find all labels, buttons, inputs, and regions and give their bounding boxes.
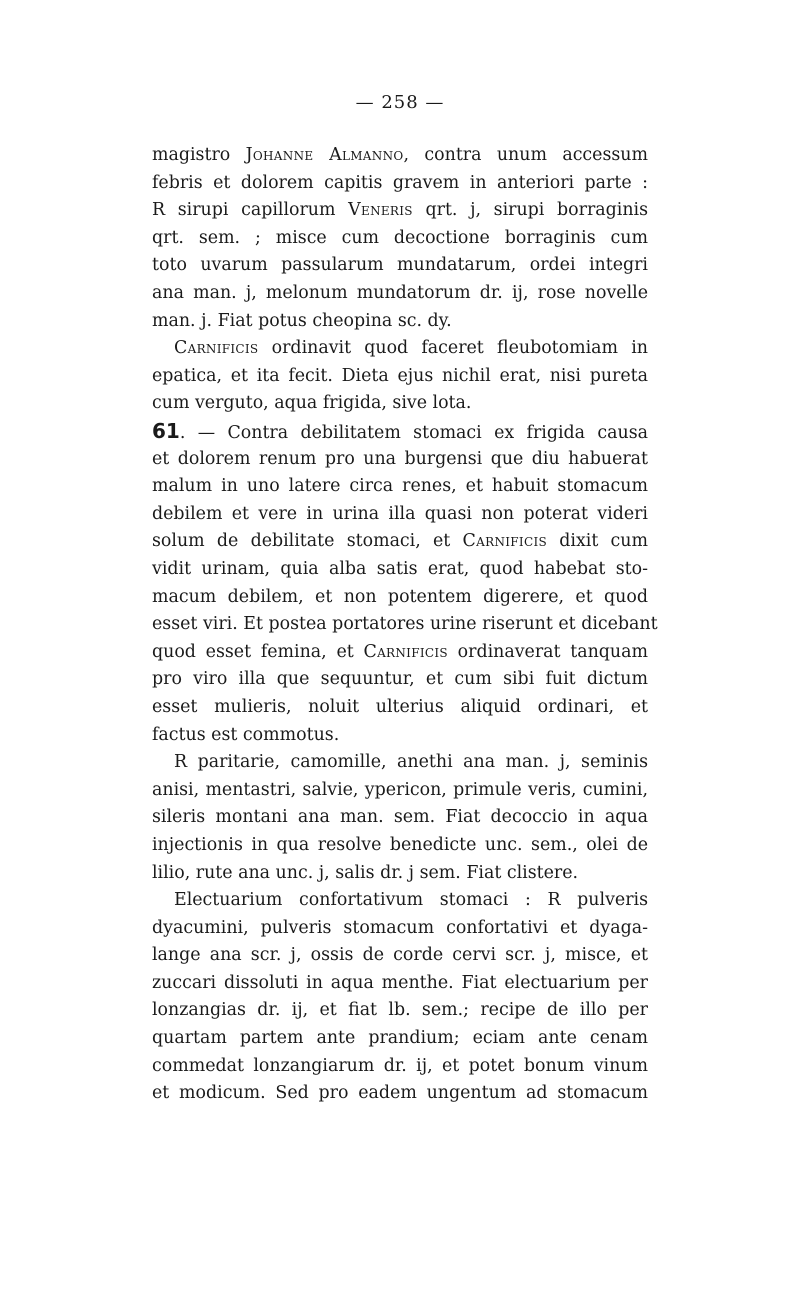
small-caps-name: Carnificis (174, 338, 259, 359)
text-segment: malum in uno latere circa renes, et habuit stomacum (152, 476, 648, 497)
small-caps-name: Veneris (348, 200, 413, 221)
text-line (152, 694, 648, 722)
text-segment: ordinavit quod faceret fleubotomiam in (258, 338, 648, 359)
text-segment: debilem et vere in urina illa quasi non poterat videri (152, 503, 648, 524)
text-segment: lonzangias dr. ij, et fiat lb. sem.; recipe de illo per (152, 1000, 648, 1021)
text-line (152, 528, 648, 556)
text-segment: lange ana scr. j, ossis de corde cervi scr. j, misce, et (152, 945, 648, 966)
text-line (152, 1053, 648, 1081)
text-line (152, 777, 648, 805)
text-line (152, 308, 648, 336)
text-line (152, 584, 648, 612)
text-line (152, 252, 648, 280)
text-segment: R paritarie, camomille, anethi ana man. j, seminis (174, 752, 648, 773)
text-segment: pro viro illa que sequuntur, et cum sibi fuit dictum (152, 669, 648, 690)
text-segment: et dolorem renum pro una burgensi que diu habuerat (152, 448, 648, 469)
text-segment: vidit urinam, quia alba satis erat, quod habebat sto- (152, 558, 648, 579)
text-segment: sileris montani ana man. sem. Fiat decoccio in aqua (152, 807, 648, 828)
text-segment: esset mulieris, noluit ulterius aliquid ordinari, et (152, 696, 648, 717)
text-line (152, 418, 648, 446)
text-segment: , contra unum accessum (403, 145, 649, 165)
text-line (152, 501, 648, 529)
text-segment: ana man. j, melonum mundatorum dr. ij, rose novelle (152, 282, 648, 303)
text-line (152, 942, 648, 970)
text-line (152, 639, 648, 667)
text-segment: commedat lonzangiarum dr. ij, et potet bonum vinum (152, 1055, 648, 1076)
small-caps-name: Johanne Almanno (245, 145, 404, 165)
text-segment: qrt. sem. ; misce cum decoctione borraginis cum (152, 227, 648, 248)
text-line (152, 749, 648, 777)
text-segment: solum de debilitate stomaci, et (152, 531, 463, 552)
text-segment: qrt. j, sirupi borraginis (412, 200, 649, 221)
text-segment: factus est commotus. (152, 724, 340, 745)
text-line (152, 997, 648, 1025)
section-61-block (152, 418, 658, 1108)
text-segment: esset viri. Et postea portatores urine riserunt et dicebant (152, 614, 658, 635)
text-segment: cum verguto, aqua frigida, sive lota. (152, 393, 472, 414)
paragraph-block-prescription (152, 142, 648, 418)
text-segment: dixit cum (547, 531, 648, 552)
text-segment: febris et dolorem capitis gravem in anteriori parte : (152, 172, 648, 193)
text-line (152, 1025, 648, 1053)
text-segment: zuccari dissoluti in aqua menthe. Fiat electuarium per (152, 972, 648, 993)
text-line (152, 556, 648, 584)
text-segment: injectionis in qua resolve benedicte unc. sem., olei de (152, 834, 648, 855)
small-caps-name: Carnificis (462, 531, 548, 552)
text-segment: epatica, et ita fecit. Dieta ejus nichil erat, nisi pureta (152, 365, 648, 386)
text-line (152, 860, 648, 888)
text-segment: anisi, mentastri, salvie, ypericon, primule veris, cumini, (152, 779, 648, 800)
page-number: — 258 — (355, 92, 445, 113)
text-line (152, 832, 648, 860)
text-line (152, 446, 648, 474)
text-segment: quartam partem ante prandium; eciam ante cenam (152, 1028, 648, 1049)
text-line (152, 970, 648, 998)
text-segment: lilio, rute ana unc. j, salis dr. j sem. Fiat clistere. (152, 862, 579, 883)
text-line (152, 197, 648, 225)
text-line (152, 722, 648, 750)
text-segment: . — Contra debilitatem stomaci ex frigida causa (179, 423, 648, 443)
text-line (152, 473, 648, 501)
text-line (152, 225, 648, 253)
text-segment: et modicum. Sed pro eadem ungentum ad stomacum (152, 1083, 648, 1104)
text-segment: dyacumini, pulveris stomacum confortativi et dyaga- (152, 917, 648, 938)
text-line (152, 363, 648, 391)
text-segment: Electuarium confortativum stomaci : R pulveris (174, 890, 648, 911)
text-line (152, 390, 648, 418)
text-line (152, 887, 648, 915)
text-line (152, 170, 648, 198)
text-line (152, 142, 648, 170)
small-caps-name: Carnificis (363, 641, 448, 662)
text-segment: R sirupi capillorum (152, 200, 349, 221)
text-line (152, 804, 648, 832)
section-number: 61 (152, 419, 180, 443)
text-segment: ordinaverat tanquam (447, 641, 648, 662)
text-line (152, 280, 648, 308)
text-segment: macum debilem, et non potentem digerere, et quod (152, 586, 648, 607)
text-segment: magistro (152, 145, 246, 165)
text-line (152, 335, 648, 363)
text-segment: toto uvarum passularum mundatarum, ordei integri (152, 255, 648, 276)
text-line (152, 915, 648, 943)
text-segment: quod esset femina, et (152, 641, 364, 662)
text-line (152, 666, 648, 694)
text-line (152, 611, 658, 639)
text-line (152, 1080, 648, 1108)
text-segment: man. j. Fiat potus cheopina sc. dy. (152, 310, 452, 331)
